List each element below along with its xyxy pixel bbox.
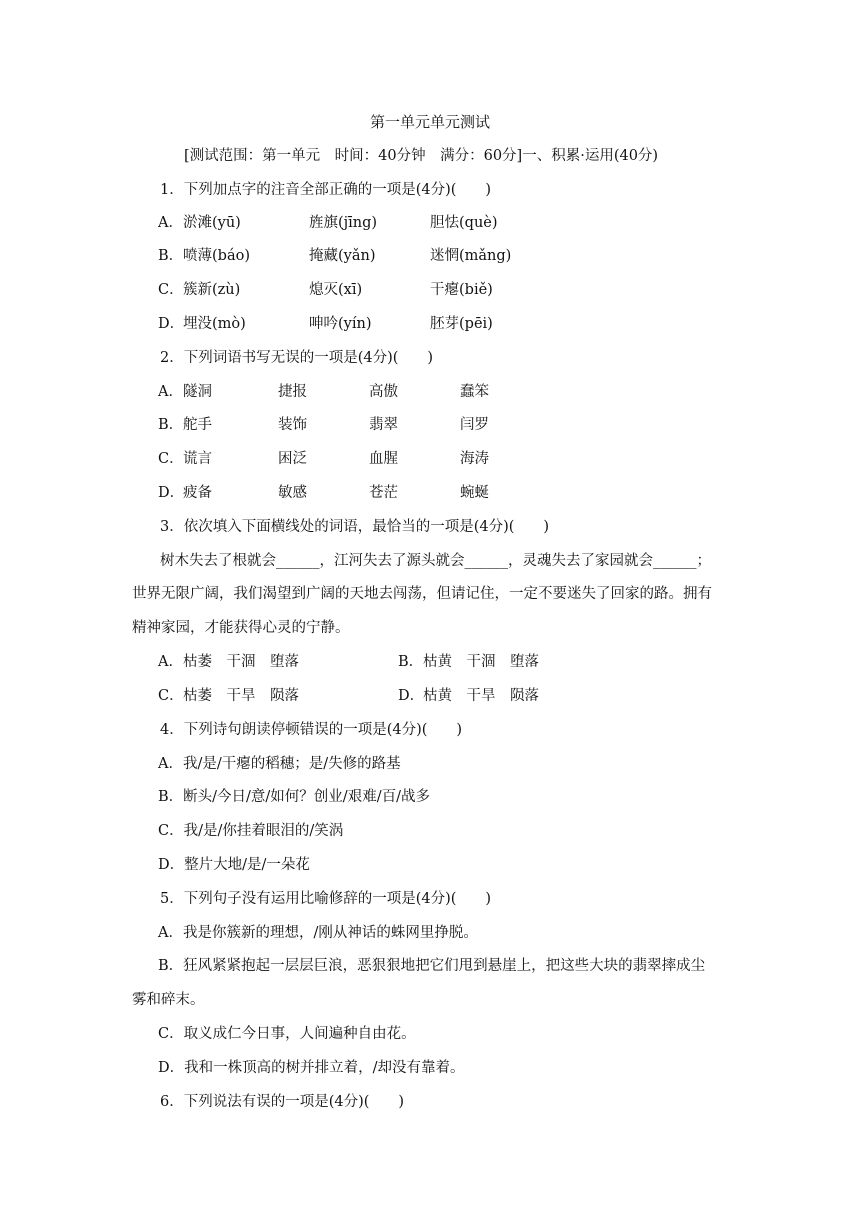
page-title: 第一单元单元测试: [369, 113, 490, 131]
q5-option-c: C．取义成仁今日事，人间遍种自由花。: [158, 1026, 416, 1042]
q4-stem: 4．下列诗句朗读停顿错误的一项是(4分)( ): [160, 722, 463, 738]
option-item: 淤滩(yū): [183, 215, 241, 231]
option-item: 苍茫: [369, 485, 398, 501]
option-item: 簇新(zù): [183, 282, 241, 298]
q5-option-d: D．我和一株顶高的树并排立着，/却没有靠着。: [158, 1060, 465, 1076]
option-item: 翡翠: [369, 417, 398, 433]
option-item: 海涛: [460, 451, 489, 467]
q4-option-b: B．断头/今日/意/如何？创业/艰难/百/战多: [158, 789, 430, 805]
test-scope: [测试范围：第一单元 时间：40分钟 满分：60分]一、积累·运用(40分): [184, 148, 659, 164]
q3-passage-line: 树木失去了根就会______，江河失去了源头就会______，灵魂失去了家园就会______；: [160, 553, 711, 569]
q4-option-c: C．我/是/你挂着眼泪的/笑涡: [158, 823, 344, 839]
option-label: C．: [158, 451, 184, 467]
q3-passage-line: 世界无限广阔，我们渴望到广阔的天地去闯荡，但请记住，一定不要迷失了回家的路。拥有: [132, 586, 712, 602]
option-item: 血腥: [369, 451, 398, 467]
option-item: 捷报: [278, 384, 307, 400]
q4-option-d: D．整片大地/是/一朵花: [158, 857, 310, 873]
q3-passage-line: 精神家园，才能获得心灵的宁静。: [132, 620, 350, 636]
option-label: D．: [158, 316, 185, 332]
option-item: 喷薄(báo): [183, 248, 250, 264]
q4-option-a: A．我/是/干瘪的稻穗；是/失修的路基: [158, 756, 401, 772]
option-item: 谎言: [183, 451, 212, 467]
option-item: 闫罗: [460, 417, 489, 433]
q6-stem: 6．下列说法有误的一项是(4分)( ): [160, 1094, 405, 1110]
option-label: D．: [398, 688, 425, 704]
option-item: 熄灭(xī): [309, 282, 363, 298]
option-item: 呻吟(yín): [309, 316, 372, 332]
option-item: 胆怯(què): [430, 215, 498, 231]
option-label: B．: [158, 417, 184, 433]
option-item: 掩藏(yǎn): [309, 248, 376, 264]
option-text: 枯萎 干旱 陨落: [183, 688, 299, 704]
option-text: 枯黄 干旱 陨落: [423, 688, 539, 704]
q5-stem: 5．下列句子没有运用比喻修辞的一项是(4分)( ): [160, 891, 492, 907]
option-item: 胚芽(pēi): [430, 316, 493, 332]
option-label: C．: [158, 282, 184, 298]
option-label: B．: [398, 654, 424, 670]
option-item: 困泛: [278, 451, 307, 467]
option-item: 高傲: [369, 384, 398, 400]
option-text: 枯黄 干涸 堕落: [423, 654, 539, 670]
q1-stem: 1．下列加点字的注音全部正确的一项是(4分)( ): [160, 182, 492, 198]
option-label: A．: [158, 215, 183, 231]
q5-option-b-continued: 雾和碎末。: [132, 992, 205, 1008]
option-label: A．: [158, 384, 183, 400]
option-item: 敏感: [278, 485, 307, 501]
q2-stem: 2．下列词语书写无误的一项是(4分)( ): [160, 350, 434, 366]
option-label: C．: [158, 688, 184, 704]
option-item: 隧洞: [183, 384, 212, 400]
q5-option-a: A．我是你簇新的理想，/刚从神话的蛛网里挣脱。: [158, 925, 478, 941]
q5-option-b: B．狂风紧紧抱起一层层巨浪，恶狠狠地把它们甩到悬崖上，把这些大块的翡翠摔成尘: [158, 958, 706, 974]
option-item: 迷惘(mǎng): [430, 248, 512, 264]
option-item: 装饰: [278, 417, 307, 433]
option-item: 蜿蜒: [460, 485, 489, 501]
option-item: 蠢笨: [460, 384, 489, 400]
option-item: 疲备: [183, 485, 212, 501]
option-item: 舵手: [183, 417, 212, 433]
option-item: 干瘪(biě): [430, 282, 493, 298]
option-label: A．: [158, 654, 183, 670]
option-label: B．: [158, 248, 184, 264]
option-text: 枯萎 干涸 堕落: [183, 654, 299, 670]
option-item: 旌旗(jīng): [309, 215, 378, 231]
option-item: 埋没(mò): [183, 316, 246, 332]
option-label: D．: [158, 485, 185, 501]
q3-stem: 3．依次填入下面横线处的词语，最恰当的一项是(4分)( ): [160, 519, 550, 535]
